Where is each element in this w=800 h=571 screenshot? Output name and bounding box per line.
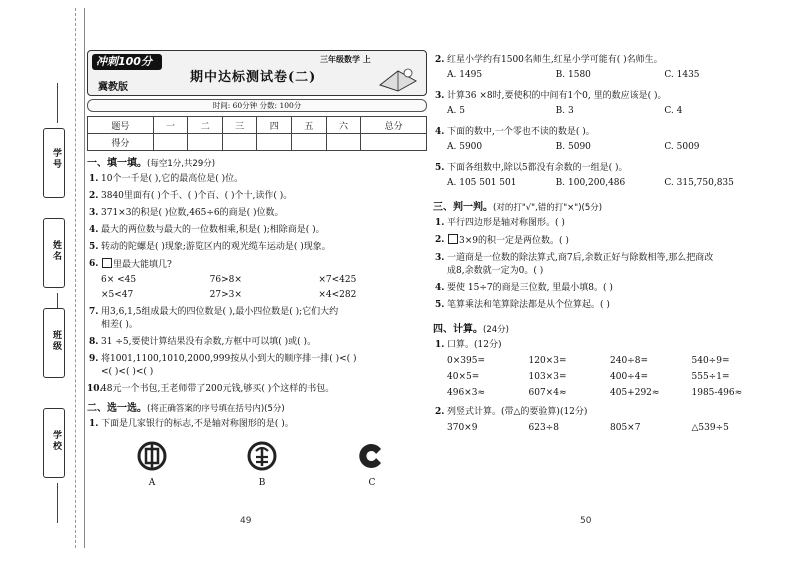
question-2-5: 5. 下面各组数中,除以5都没有余数的一组是( )。 <box>435 163 628 173</box>
comparison-item: ×7<425 <box>318 275 357 285</box>
question-2-1: 1. 下面是几家银行的标志,不是轴对称图形的是( )。 <box>89 419 294 429</box>
comparison-item: 27>3× <box>209 290 242 300</box>
score-cell[interactable] <box>326 134 361 151</box>
calc-1: 1. 口算。(12分) <box>435 340 502 350</box>
score-header-cell: 总分 <box>361 117 427 134</box>
question-1-5: 5. 转动的陀螺是( )现象;游览区内的观光缆车运动是( )现象。 <box>89 242 331 252</box>
answer-box[interactable] <box>448 234 458 244</box>
time-score-info: 时间: 60分钟 分数: 100分 <box>87 99 427 112</box>
header-banner <box>87 50 427 96</box>
calc-item[interactable]: 0×395= <box>447 356 485 366</box>
brand-logo: 冲刺100分 <box>92 54 162 70</box>
tf-answer-paren[interactable]: ( ) <box>555 218 565 228</box>
question-1-2: 2. 3840里面有( )个千、( )个百、( )个十,读作( )。 <box>89 191 293 201</box>
page-number-right: 50 <box>580 516 592 526</box>
ccb-logo-icon <box>357 441 387 471</box>
score-header-cell: 五 <box>292 117 327 134</box>
score-header-cell: 四 <box>257 117 292 134</box>
bank-logo-c[interactable]: C <box>342 441 402 488</box>
choice-option[interactable]: A. 5 <box>447 106 465 116</box>
choice-option[interactable]: C. 5009 <box>664 142 700 152</box>
mental-math-row <box>433 355 773 368</box>
section-2-heading: 二、选一选。(将正确答案的序号填在括号内)(5分) <box>87 403 285 414</box>
score-cell[interactable] <box>361 134 427 151</box>
right-column <box>433 50 773 435</box>
calc-2: 2. 列竖式计算。(带△的要验算)(12分) <box>435 407 588 417</box>
choice-option[interactable]: C. 1435 <box>664 70 700 80</box>
choice-option[interactable]: A. 1495 <box>447 70 483 80</box>
comparison-row-2 <box>87 289 427 302</box>
score-header-cell: 二 <box>188 117 223 134</box>
comparison-item: 76>8× <box>209 275 242 285</box>
calc-item[interactable]: 623÷8 <box>528 423 559 433</box>
score-cell[interactable] <box>292 134 327 151</box>
tf-5: 5. 笔算乘法和笔算除法都是从个位算起。( ) <box>435 300 610 310</box>
choices-2-4 <box>433 141 773 154</box>
tf-answer-paren[interactable]: ( ) <box>559 236 569 246</box>
score-header-cell: 一 <box>153 117 188 134</box>
grade-tag: 三年级数学 上 <box>320 54 371 64</box>
choice-option[interactable]: B. 1580 <box>555 70 591 80</box>
question-1-1: 1. 10个一千是( ),它的最高位是( )位。 <box>89 174 244 184</box>
section-1-heading: 一、填一填。(每空1分,共29分) <box>87 158 216 169</box>
choice-option[interactable]: C. 4 <box>664 106 683 116</box>
score-row-label: 得分 <box>88 134 154 151</box>
question-1-7: 7. 用3,6,1,5组成最大的四位数是( ),最小四位数是( );它们大约 相差( )。 <box>89 307 339 330</box>
score-cell[interactable] <box>188 134 223 151</box>
calc-item[interactable]: 805×7 <box>610 423 641 433</box>
icbc-logo-icon <box>137 441 167 471</box>
calc-item[interactable]: 40×5= <box>447 372 480 382</box>
choice-option[interactable]: C. 315,750,835 <box>664 178 734 188</box>
question-1-9: 9. 将1001,1100,1010,2000,999按从小到大的顺序排一排( )<( ) <( )<( )<( ) <box>89 354 357 377</box>
score-cell[interactable] <box>257 134 292 151</box>
score-table-score-row <box>88 134 427 151</box>
calc-item[interactable]: 540÷9= <box>691 356 730 366</box>
tf-1: 1. 平行四边形是轴对称图形。( ) <box>435 218 565 228</box>
choice-option[interactable]: B. 3 <box>555 106 574 116</box>
edition-label: 冀教版 <box>98 82 128 93</box>
comparison-item: 6× <45 <box>101 275 137 285</box>
question-1-6: 6. 里最大能填几? <box>89 259 172 270</box>
score-header-cell: 题号 <box>88 117 154 134</box>
score-cell[interactable] <box>222 134 257 151</box>
calc-item[interactable]: 555÷1= <box>691 372 730 382</box>
paper-title: 期中达标测试卷(二) <box>190 70 317 85</box>
calc-item[interactable]: △539÷5 <box>691 423 729 433</box>
question-1-10: 10. 48元一个书包,王老师带了200元钱,够买( )个这样的书包。 <box>87 384 335 394</box>
calc-item[interactable]: 370×9 <box>447 423 478 433</box>
score-table <box>87 116 427 151</box>
student-number-label: 学号 <box>51 148 61 170</box>
tf-3: 3. 一道商是一位数的除法算式,商7后,余数正好与除数相等,那么把商改 成8,余数就一定为0。( ) <box>435 253 714 276</box>
section-4-heading: 四、计算。(24分) <box>433 324 509 335</box>
tf-2: 2. 3×9的积一定是两位数。( ) <box>435 235 569 246</box>
calc-item[interactable]: 607×4≈ <box>528 388 567 398</box>
question-1-8: 8. 31 ÷5,要使计算结果没有余数,方框中可以填( )或( )。 <box>89 337 317 347</box>
choices-2-3 <box>433 105 773 118</box>
left-column <box>87 8 427 488</box>
book-illustration-icon <box>378 65 418 93</box>
name-label: 姓名 <box>51 240 61 262</box>
question-1-4: 4. 最大的两位数与最大的一位数相乘,积是( );相除商是( )。 <box>89 225 325 235</box>
question-2-2: 2. 红星小学约有1500名师生,红星小学可能有( )名师生。 <box>435 55 663 65</box>
score-header-cell: 三 <box>222 117 257 134</box>
tf-answer-paren[interactable]: ( ) <box>533 266 544 276</box>
calc-item[interactable]: 1985-496≈ <box>691 388 743 398</box>
bank-logo-a[interactable]: A <box>122 441 182 488</box>
tf-answer-paren[interactable]: ( ) <box>600 300 610 310</box>
bank-logos <box>87 441 427 488</box>
page-number-left: 49 <box>240 516 252 526</box>
choices-2-5 <box>433 177 773 190</box>
tf-4: 4. 要使 15÷7的商是三位数, 里最小填8。( ) <box>435 283 613 293</box>
calc-item[interactable]: 103×3= <box>528 372 567 382</box>
calc-item[interactable]: 405+292≈ <box>610 388 660 398</box>
calc-item[interactable]: 496×3≈ <box>447 388 485 398</box>
choice-option[interactable]: B. 5090 <box>555 142 591 152</box>
vertical-calc-row <box>433 422 773 435</box>
binding-strip <box>35 8 85 548</box>
mental-math-row <box>433 387 773 400</box>
question-2-3: 3. 计算36 ×8时,要使积的中间有1个0, 里的数应该是( )。 <box>435 91 667 101</box>
choice-option[interactable]: A. 5900 <box>447 142 483 152</box>
calc-item[interactable]: 120×3= <box>528 356 567 366</box>
score-table-header-row <box>88 117 427 134</box>
comparison-item: ×5<47 <box>101 290 134 300</box>
bank-logo-b[interactable]: B <box>232 441 292 488</box>
section-3-heading: 三、判一判。(对的打"√",错的打"×")(5分) <box>433 202 603 213</box>
tf-answer-paren[interactable]: ( ) <box>603 283 613 293</box>
question-2-4: 4. 下面的数中,一个零也不读的数是( )。 <box>435 127 595 137</box>
student-number-line[interactable] <box>57 83 58 123</box>
class-label: 班级 <box>51 330 61 352</box>
school-line[interactable] <box>57 483 58 523</box>
comparison-item: ×4<282 <box>318 290 357 300</box>
calc-item[interactable]: 240÷8= <box>610 356 648 366</box>
exam-sheet <box>35 8 780 548</box>
choice-option[interactable]: B. 100,200,486 <box>555 178 626 188</box>
score-cell[interactable] <box>153 134 188 151</box>
abc-logo-icon <box>247 441 277 471</box>
mental-math-row <box>433 371 773 384</box>
answer-box[interactable] <box>102 258 112 268</box>
school-label: 学校 <box>51 430 61 452</box>
comparison-row-1 <box>87 274 427 287</box>
question-1-3: 3. 371×3的积是( )位数,465÷6的商是( )位数。 <box>89 208 284 218</box>
choices-2-2 <box>433 69 773 82</box>
cut-line <box>75 8 76 548</box>
score-header-cell: 六 <box>326 117 361 134</box>
calc-item[interactable]: 400÷4= <box>610 372 648 382</box>
choice-option[interactable]: A. 105 501 501 <box>447 178 517 188</box>
